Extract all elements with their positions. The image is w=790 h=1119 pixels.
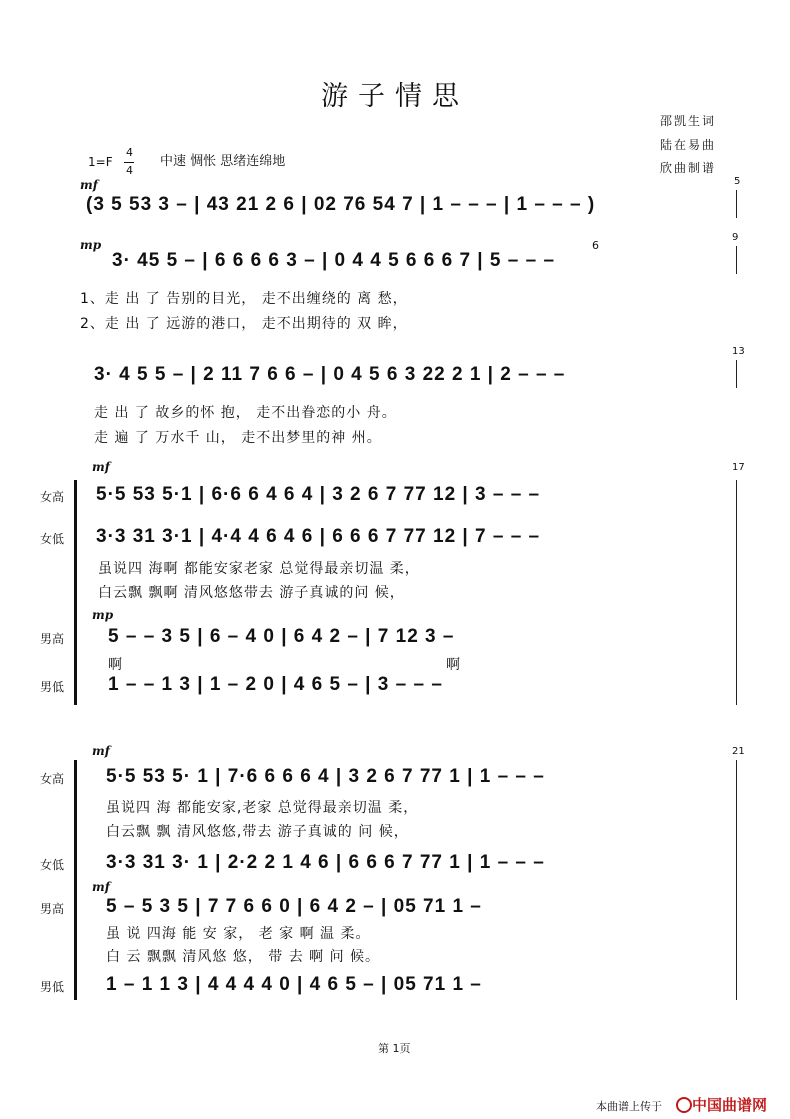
key-signature: 1=F xyxy=(88,155,113,169)
soprano-notes: 5·5 53 5·1 | 6·6 6 4 6 4 | 3 2 6 7 77 12 | 3 – – – xyxy=(96,484,541,505)
site-logo-text: 中国曲谱网 xyxy=(692,1096,768,1114)
tenor-lyric-ah: 啊 xyxy=(108,657,123,673)
part-label-alto: 女低 xyxy=(40,532,65,546)
barline xyxy=(736,360,737,388)
dynamic-mp: mp xyxy=(92,608,114,622)
page-title: 游子情思 xyxy=(321,81,469,112)
dynamic-mf: mf xyxy=(80,178,98,192)
part-label-alto: 女低 xyxy=(40,858,65,872)
part-label-tenor: 男高 xyxy=(40,902,65,916)
measure-number-13: 13 xyxy=(732,346,745,357)
lyric-verse2-line1: 2、走 出 了 远游的港口， 走不出期待的 双 眸， xyxy=(80,316,408,332)
lyric-verse2-line2: 走 遍 了 万水千 山， 走不出梦里的神 州。 xyxy=(94,430,382,446)
lyricist-credit: 邵凯生词 xyxy=(660,114,717,128)
verse-melody-2: 3· 4 5 5 – | 2 11 7 6 6 – | 0 4 5 6 3 22 2 1 | 2 – – – xyxy=(94,364,566,385)
tenor-notes: 5 – 5 3 5 | 7 7 6 6 0 | 6 4 2 – | 05 71 1 – xyxy=(106,896,482,917)
upload-note: 本曲谱上传于 xyxy=(596,1100,662,1113)
page-number: 第 1页 xyxy=(378,1042,411,1055)
site-logo-icon xyxy=(676,1097,692,1113)
time-signature-bottom: 4 xyxy=(126,164,133,177)
soprano-lyric-1: 虽说四 海 都能安家,老家 总觉得最亲切温 柔， xyxy=(106,800,419,816)
alto-notes: 3·3 31 3·1 | 4·4 4 6 4 6 | 6 6 6 7 77 12 | 7 – – – xyxy=(96,526,541,547)
soprano-lyric-2: 白云飘 飘 清风悠悠,带去 游子真诚的 问 候， xyxy=(106,824,409,840)
measure-number-9: 9 xyxy=(732,232,739,243)
tenor-lyric-1: 虽 说 四海 能 安 家， 老 家 啊 温 柔。 xyxy=(106,926,371,942)
dynamic-mp: mp xyxy=(80,238,102,252)
measure-number-5: 5 xyxy=(734,176,741,187)
part-label-soprano: 女高 xyxy=(40,490,65,504)
barline xyxy=(736,246,737,274)
grace-note: 6 xyxy=(592,239,599,252)
bass-notes: 1 – 1 1 3 | 4 4 4 4 0 | 4 6 5 – | 05 71 1 – xyxy=(106,974,482,995)
system-brace xyxy=(74,760,77,1000)
lyric-verse1-line2: 走 出 了 故乡的怀 抱， 走不出眷恋的小 舟。 xyxy=(94,405,397,421)
composer-credit: 陆在易曲 xyxy=(660,138,717,152)
verse-melody-1: 3· 45 5 – | 6 6 6 6 3 – | 0 4 4 5 6 6 6 7 | 5 – – – xyxy=(112,250,556,271)
time-signature-top: 4 xyxy=(126,146,133,159)
dynamic-mf: mf xyxy=(92,744,110,758)
choral-lyric-1: 虽说四 海啊 都能安家老家 总觉得最亲切温 柔， xyxy=(98,561,420,577)
barline xyxy=(736,480,737,705)
part-label-bass: 男低 xyxy=(40,680,65,694)
measure-number-17: 17 xyxy=(732,462,745,473)
barline xyxy=(736,760,737,1000)
alto-notes: 3·3 31 3· 1 | 2·2 2 1 4 6 | 6 6 6 7 77 1 | 1 – – – xyxy=(106,852,545,873)
dynamic-mf: mf xyxy=(92,880,110,894)
soprano-notes: 5·5 53 5· 1 | 7·6 6 6 6 4 | 3 2 6 7 77 1 | 1 – – – xyxy=(106,766,545,787)
tempo-marking: 中速 惆怅 思绪连绵地 xyxy=(160,154,286,169)
measure-number-21: 21 xyxy=(732,746,745,757)
intro-notes: (3 5 53 3 – | 43 21 2 6 | 02 76 54 7 | 1 – – – | 1 – – – ) xyxy=(86,194,596,215)
system-brace xyxy=(74,480,77,705)
part-label-soprano: 女高 xyxy=(40,772,65,786)
lyric-verse1-line1: 1、走 出 了 告别的目光， 走不出缠绕的 离 愁， xyxy=(80,291,408,307)
tenor-lyric-2: 白 云 飘飘 清风悠 悠， 带 去 啊 问 候。 xyxy=(106,949,381,965)
tenor-lyric-ah: 啊 xyxy=(446,657,461,673)
tenor-notes: 5 – – 3 5 | 6 – 4 0 | 6 4 2 – | 7 12 3 – xyxy=(108,626,455,647)
barline xyxy=(736,190,737,218)
dynamic-mf: mf xyxy=(92,460,110,474)
notation-credit: 欣曲制谱 xyxy=(660,161,717,175)
part-label-bass: 男低 xyxy=(40,980,65,994)
part-label-tenor: 男高 xyxy=(40,632,65,646)
choral-lyric-2: 白云飘 飘啊 清风悠悠带去 游子真诚的问 候， xyxy=(98,585,405,601)
bass-notes: 1 – – 1 3 | 1 – 2 0 | 4 6 5 – | 3 – – – xyxy=(108,674,443,695)
time-signature-line xyxy=(124,162,134,163)
